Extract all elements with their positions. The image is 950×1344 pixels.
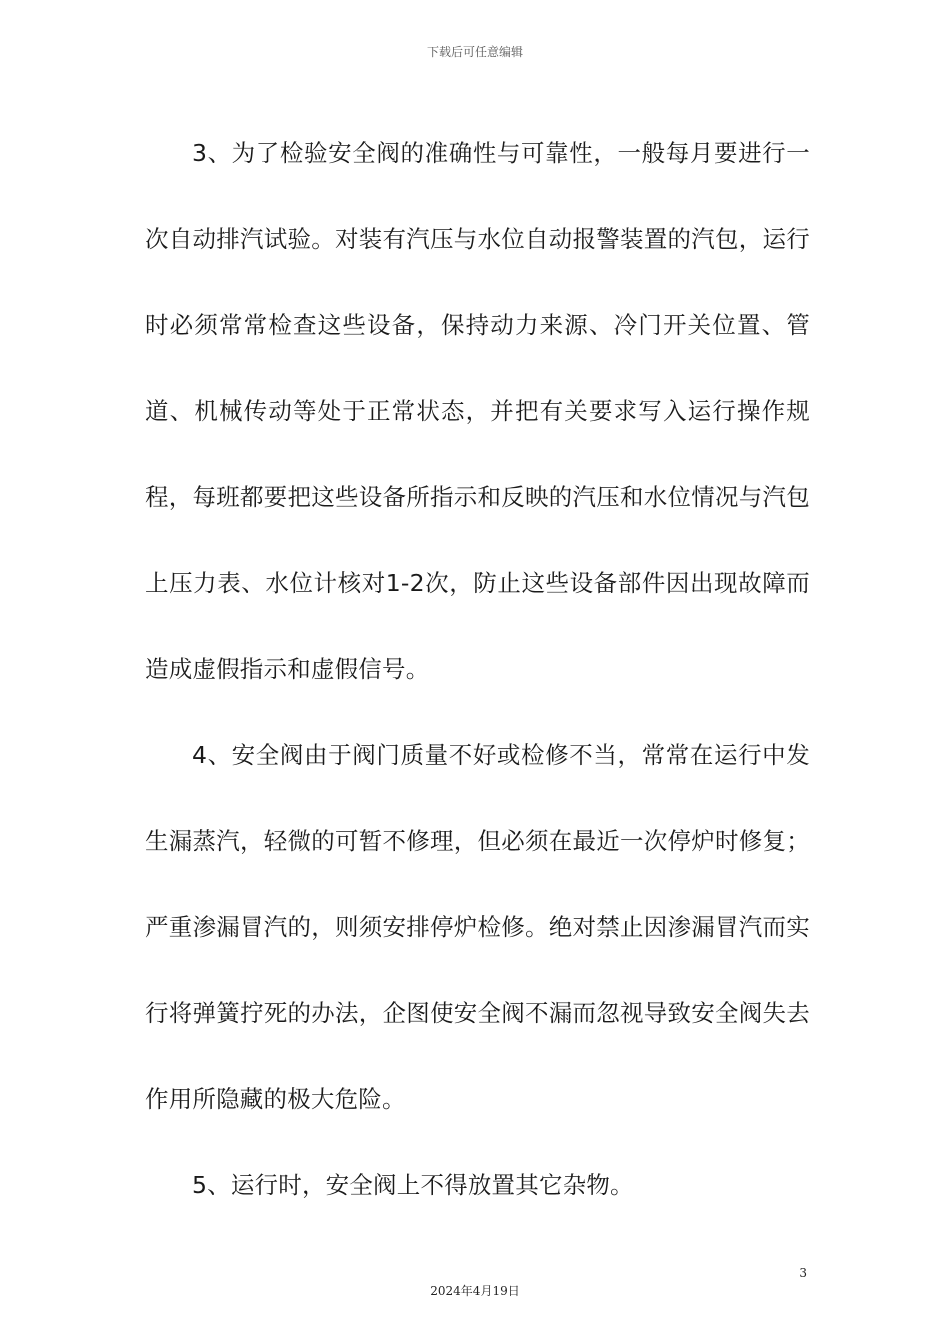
document-body [145,110,810,1228]
page-number: 3 [799,1266,807,1280]
paragraph-3: 3、为了检验安全阀的准确性与可靠性，一般每月要进行一次自动排汽试验。对装有汽压与水位自动报警装置的汽包，运行时必须常常检查这些设备，保持动力来源、冷门开关位置、管道、机械传动等处于正常状态，并把有关要求写入运行操作规程，每班都要把这些设备所指示和反映的汽压和水位情况与汽包上压力表、水位计核对1-2次，防止这些设备部件因出现故障而造成虚假指示和虚假信号。 [145,139,810,683]
paragraph-5: 5、运行时，安全阀上不得放置其它杂物。 [192,1171,634,1199]
page-header: 下载后可任意编辑 [426,45,523,59]
page-footer-date: 2024年4月19日 [430,1284,520,1298]
paragraph-4: 4、安全阀由于阀门质量不好或检修不当，常常在运行中发生漏蒸汽，轻微的可暂不修理，但必须在最近一次停炉时修复；严重渗漏冒汽的，则须安排停炉检修。绝对禁止因渗漏冒汽而实行将弹簧拧死的办法，企图使安全阀不漏而忽视导致安全阀失去作用所隐藏的极大危险。 [145,741,810,1113]
